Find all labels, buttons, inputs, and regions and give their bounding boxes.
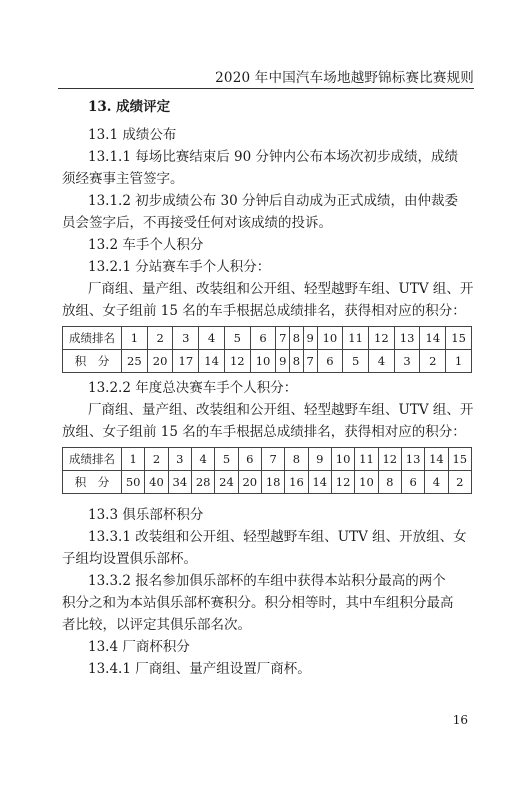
rank-cell: 3 xyxy=(173,327,199,350)
s13-2-1-heading: 13.2.1 分站赛车手个人积分： xyxy=(88,259,271,275)
rank-cell: 7 xyxy=(261,448,284,471)
points-cell: 24 xyxy=(215,471,238,494)
points-cell: 20 xyxy=(147,350,173,373)
points-cell: 6 xyxy=(401,471,424,494)
rank-cell: 11 xyxy=(355,448,378,471)
s13-1-1-line1: 13.1.1 每场比赛结束后 90 分钟内公布本场次初步成绩，成绩 xyxy=(88,149,458,165)
rank-cell: 13 xyxy=(401,448,424,471)
rank-cell: 7 xyxy=(276,327,290,350)
points-cell: 8 xyxy=(378,471,401,494)
rank-label-cell: 成绩排名 xyxy=(63,448,122,471)
points-label-cell: 积 分 xyxy=(63,471,122,494)
table-row xyxy=(63,471,472,494)
points-cell: 3 xyxy=(394,350,420,373)
rank-cell: 9 xyxy=(308,448,331,471)
points-cell: 34 xyxy=(168,471,191,494)
table-row xyxy=(63,350,472,373)
rank-cell: 10 xyxy=(317,327,343,350)
points-table-final xyxy=(62,447,472,494)
points-cell: 2 xyxy=(448,471,471,494)
points-cell: 6 xyxy=(317,350,343,373)
points-cell: 4 xyxy=(425,471,448,494)
points-cell: 17 xyxy=(173,350,199,373)
rank-cell: 6 xyxy=(250,327,276,350)
points-label-cell: 积 分 xyxy=(63,350,122,373)
points-cell: 12 xyxy=(331,471,354,494)
rank-cell: 6 xyxy=(238,448,261,471)
page-header: 2020 年中国汽车场地越野锦标赛比赛规则 xyxy=(215,70,474,86)
s13-1-2-line1: 13.1.2 初步成绩公布 30 分钟后自动成为正式成绩，由仲裁委 xyxy=(88,193,458,209)
points-cell: 40 xyxy=(145,471,168,494)
points-cell: 14 xyxy=(199,350,225,373)
document-body xyxy=(62,96,472,680)
rank-cell: 9 xyxy=(303,327,317,350)
points-cell: 20 xyxy=(238,471,261,494)
s13-1-heading: 13.1 成绩公布 xyxy=(88,127,177,143)
s13-3-heading: 13.3 俱乐部杯积分 xyxy=(88,507,204,523)
points-cell: 1 xyxy=(446,350,472,373)
rank-cell: 2 xyxy=(147,327,173,350)
table-row xyxy=(63,448,472,471)
s13-2-2-line1: 厂商组、量产组、改装组和公开组、轻型越野车组、UTV 组、开 xyxy=(88,402,474,418)
rank-cell: 10 xyxy=(331,448,354,471)
table-row xyxy=(63,327,472,350)
points-cell: 25 xyxy=(122,350,148,373)
rank-cell: 8 xyxy=(290,327,304,350)
s13-4-heading: 13.4 厂商杯积分 xyxy=(88,639,190,655)
rank-cell: 12 xyxy=(368,327,394,350)
points-cell: 50 xyxy=(122,471,145,494)
points-cell: 9 xyxy=(276,350,290,373)
rank-cell: 13 xyxy=(394,327,420,350)
rank-cell: 1 xyxy=(122,448,145,471)
points-cell: 8 xyxy=(290,350,304,373)
rank-cell: 8 xyxy=(285,448,308,471)
s13-2-2-line2: 放组、女子组前 15 名的车手根据总成绩排名，获得相对应的积分： xyxy=(62,424,466,440)
s13-2-1-line2: 放组、女子组前 15 名的车手根据总成绩排名，获得相对应的积分： xyxy=(62,303,466,319)
rank-cell: 14 xyxy=(420,327,446,350)
points-table-stage xyxy=(62,326,472,373)
s13-3-2-line1: 13.3.2 报名参加俱乐部杯的车组中获得本站积分最高的两个 xyxy=(88,573,446,589)
s13-2-2-heading: 13.2.2 年度总决赛车手个人积分： xyxy=(88,380,298,396)
points-cell: 2 xyxy=(420,350,446,373)
points-cell: 14 xyxy=(308,471,331,494)
points-cell: 10 xyxy=(355,471,378,494)
s13-3-1-line2: 子组均设置俱乐部杯。 xyxy=(62,551,197,567)
s13-2-heading: 13.2 车手个人积分 xyxy=(88,237,204,253)
rank-cell: 5 xyxy=(215,448,238,471)
s13-3-1-line1: 13.3.1 改装组和公开组、轻型越野车组、UTV 组、开放组、女 xyxy=(88,529,467,545)
s13-1-1-line2: 须经赛事主管签字。 xyxy=(62,171,184,187)
header-rule xyxy=(58,88,474,89)
points-cell: 12 xyxy=(224,350,250,373)
rank-cell: 15 xyxy=(448,448,471,471)
s13-4-1-line1: 13.4.1 厂商组、量产组设置厂商杯。 xyxy=(88,661,311,677)
rank-cell: 1 xyxy=(122,327,148,350)
rank-cell: 5 xyxy=(224,327,250,350)
points-cell: 7 xyxy=(303,350,317,373)
points-cell: 18 xyxy=(261,471,284,494)
points-cell: 10 xyxy=(250,350,276,373)
rank-cell: 2 xyxy=(145,448,168,471)
rank-label-cell: 成绩排名 xyxy=(63,327,122,350)
rank-cell: 14 xyxy=(425,448,448,471)
s13-1-2-line2: 员会签字后，不再接受任何对该成绩的投诉。 xyxy=(62,215,332,231)
s13-3-2-line2: 积分之和为本站俱乐部杯赛积分。积分相等时，其中车组积分最高 xyxy=(62,595,454,611)
points-cell: 4 xyxy=(368,350,394,373)
rank-cell: 15 xyxy=(446,327,472,350)
page-number: 16 xyxy=(452,713,468,727)
rank-cell: 4 xyxy=(199,327,225,350)
rank-cell: 3 xyxy=(168,448,191,471)
rank-cell: 11 xyxy=(343,327,369,350)
rank-cell: 12 xyxy=(378,448,401,471)
section-title: 13. 成绩评定 xyxy=(88,99,171,115)
s13-3-2-line3: 者比较，以评定其俱乐部名次。 xyxy=(62,617,251,633)
s13-2-1-line1: 厂商组、量产组、改装组和公开组、轻型越野车组、UTV 组、开 xyxy=(88,281,474,297)
points-cell: 16 xyxy=(285,471,308,494)
points-cell: 5 xyxy=(343,350,369,373)
rank-cell: 4 xyxy=(191,448,214,471)
points-cell: 28 xyxy=(191,471,214,494)
